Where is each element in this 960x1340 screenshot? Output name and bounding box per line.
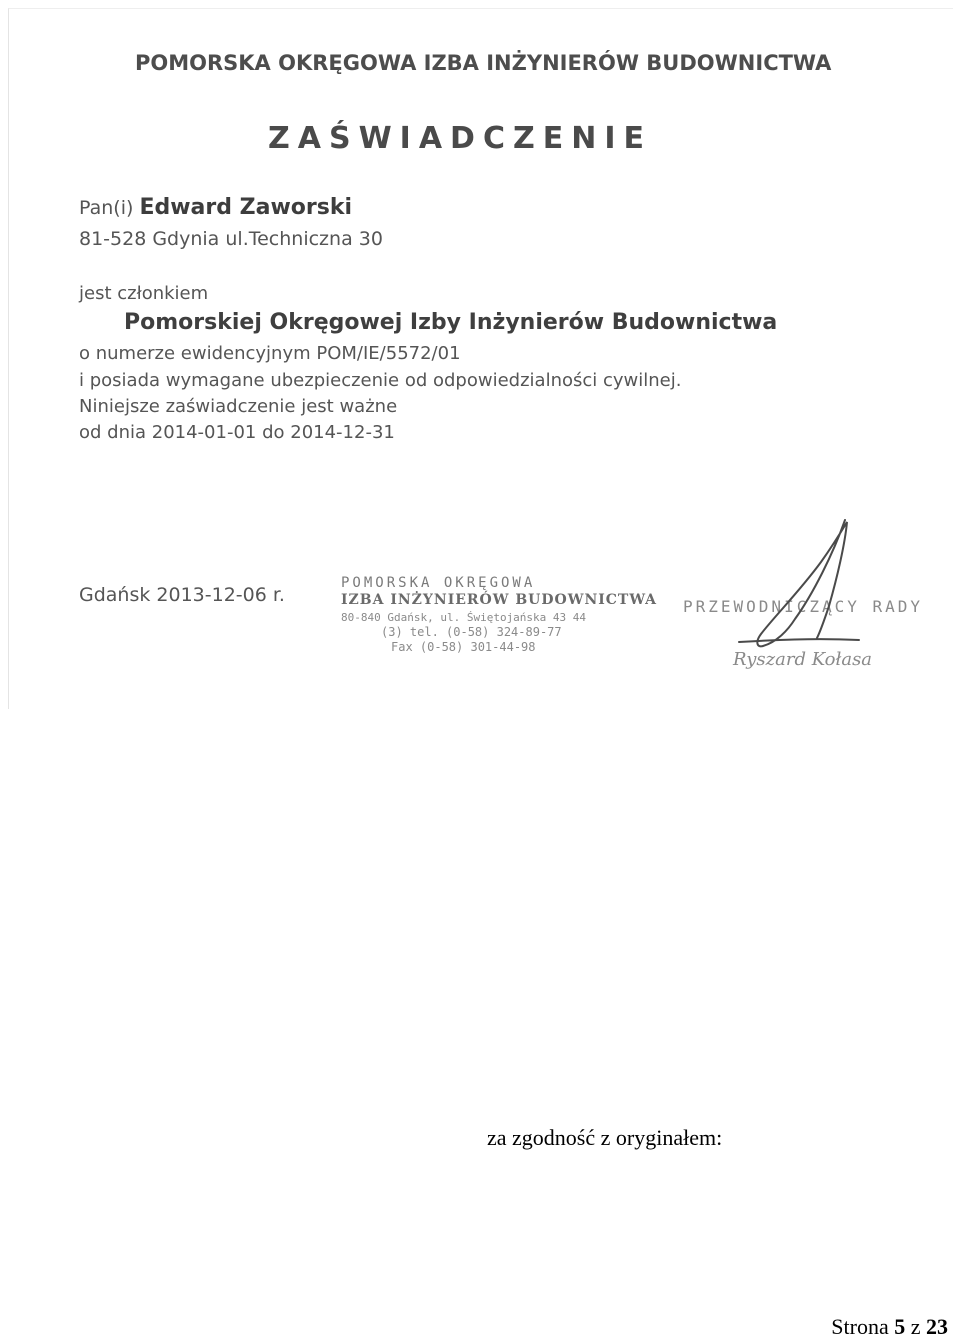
insurance-line: i posiada wymagane ubezpieczenie od odpowiedzialności cywilnej. [79, 370, 682, 391]
document-title: ZAŚWIADCZENIE [268, 121, 652, 156]
page-current: 5 [894, 1314, 906, 1339]
recipient-address: 81-528 Gdynia ul.Techniczna 30 [79, 228, 383, 250]
salutation: Pan(i) [79, 197, 134, 219]
member-intro: jest członkiem [79, 283, 209, 304]
organization-header: POMORSKA OKRĘGOWA IZBA INŻYNIERÓW BUDOWNICTWA [135, 51, 832, 75]
handwritten-signature [733, 514, 863, 664]
recipient-line [79, 195, 352, 220]
page-total: 23 [926, 1314, 948, 1339]
signatory-name: Ryszard Kołasa [733, 649, 873, 670]
page-prefix: Strona [831, 1314, 889, 1339]
stamp-fax: Fax (0-58) 301-44-98 [391, 640, 536, 654]
recipient-name: Edward Zaworski [139, 195, 353, 220]
stamp-address: 80-840 Gdańsk, ul. Świętojańska 43 44 [341, 611, 587, 624]
registry-line: o numerze ewidencyjnym POM/IE/5572/01 [79, 343, 461, 364]
stamp-line-2: IZBA INŻYNIERÓW BUDOWNICTWA [341, 592, 658, 608]
chamber-name: Pomorskiej Okręgowej Izby Inżynierów Budownictwa [124, 310, 778, 335]
validity-line: Niniejsze zaświadczenie jest ważne [79, 396, 398, 417]
stamp-line-1: POMORSKA OKRĘGOWA [341, 575, 536, 591]
issue-place-date: Gdańsk 2013-12-06 r. [79, 584, 285, 606]
stamp-phone: (3) tel. (0-58) 324-89-77 [381, 625, 562, 639]
signatory-title: PRZEWODNICZĄCY RADY [683, 597, 924, 616]
validity-period: od dnia 2014-01-01 do 2014-12-31 [79, 422, 395, 443]
scanned-certificate [8, 8, 953, 709]
organization-stamp [341, 575, 657, 654]
page-separator: z [910, 1314, 921, 1339]
page-number [831, 1314, 948, 1340]
conformity-note: za zgodność z oryginałem: [487, 1125, 723, 1150]
